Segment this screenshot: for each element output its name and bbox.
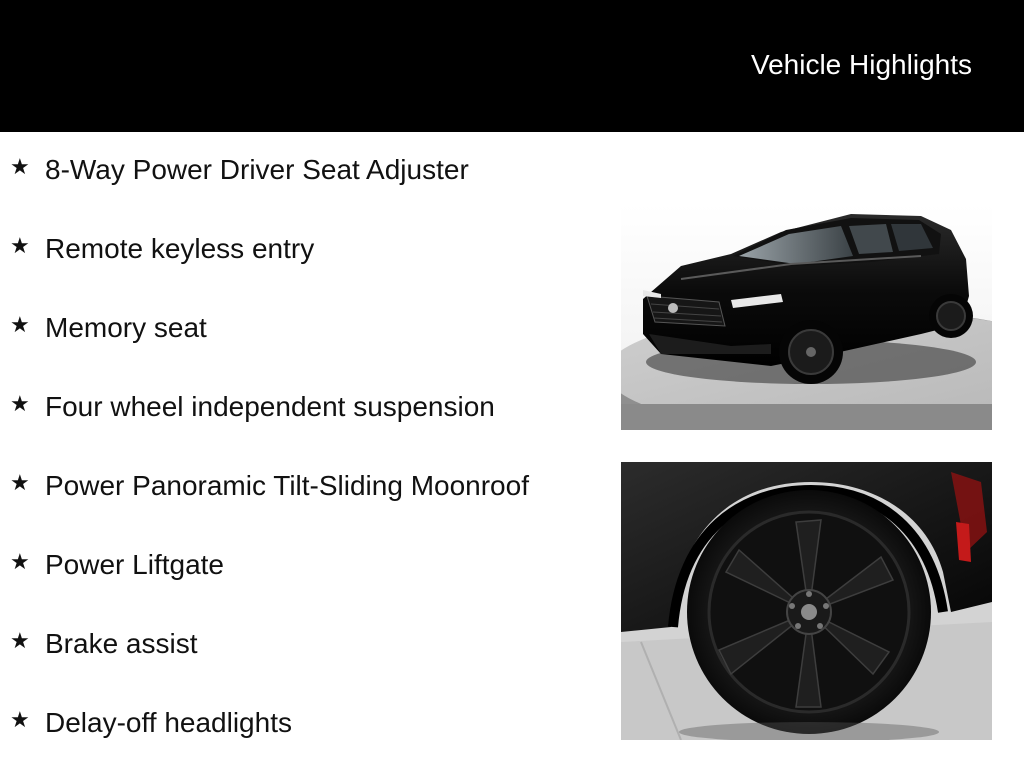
feature-label: Remote keyless entry xyxy=(45,233,315,264)
star-icon: ★ xyxy=(10,549,30,574)
feature-label: Four wheel independent suspension xyxy=(45,391,495,422)
feature-item xyxy=(0,211,600,290)
star-icon: ★ xyxy=(10,312,30,337)
star-icon: ★ xyxy=(10,154,30,179)
feature-item xyxy=(0,369,600,448)
feature-label: 8-Way Power Driver Seat Adjuster xyxy=(45,154,469,185)
star-icon: ★ xyxy=(10,628,30,653)
feature-item xyxy=(0,606,600,685)
feature-label: Power Panoramic Tilt-Sliding Moonroof xyxy=(45,470,529,501)
feature-label: Delay-off headlights xyxy=(45,707,292,738)
feature-item xyxy=(0,685,600,764)
star-icon: ★ xyxy=(10,233,30,258)
wheel-closeup-photo xyxy=(621,462,992,740)
suv-front-three-quarter-photo xyxy=(621,204,992,430)
star-icon: ★ xyxy=(10,391,30,416)
feature-label: Brake assist xyxy=(45,628,198,659)
page-title: Vehicle Highlights xyxy=(750,49,972,80)
header-bar xyxy=(0,0,1024,132)
feature-label: Memory seat xyxy=(45,312,207,343)
feature-item xyxy=(0,448,600,527)
feature-item xyxy=(0,132,600,211)
feature-label: Power Liftgate xyxy=(45,549,224,580)
star-icon: ★ xyxy=(10,707,30,732)
feature-list xyxy=(0,132,600,764)
feature-item xyxy=(0,290,600,369)
feature-item xyxy=(0,527,600,606)
star-icon: ★ xyxy=(10,470,30,495)
